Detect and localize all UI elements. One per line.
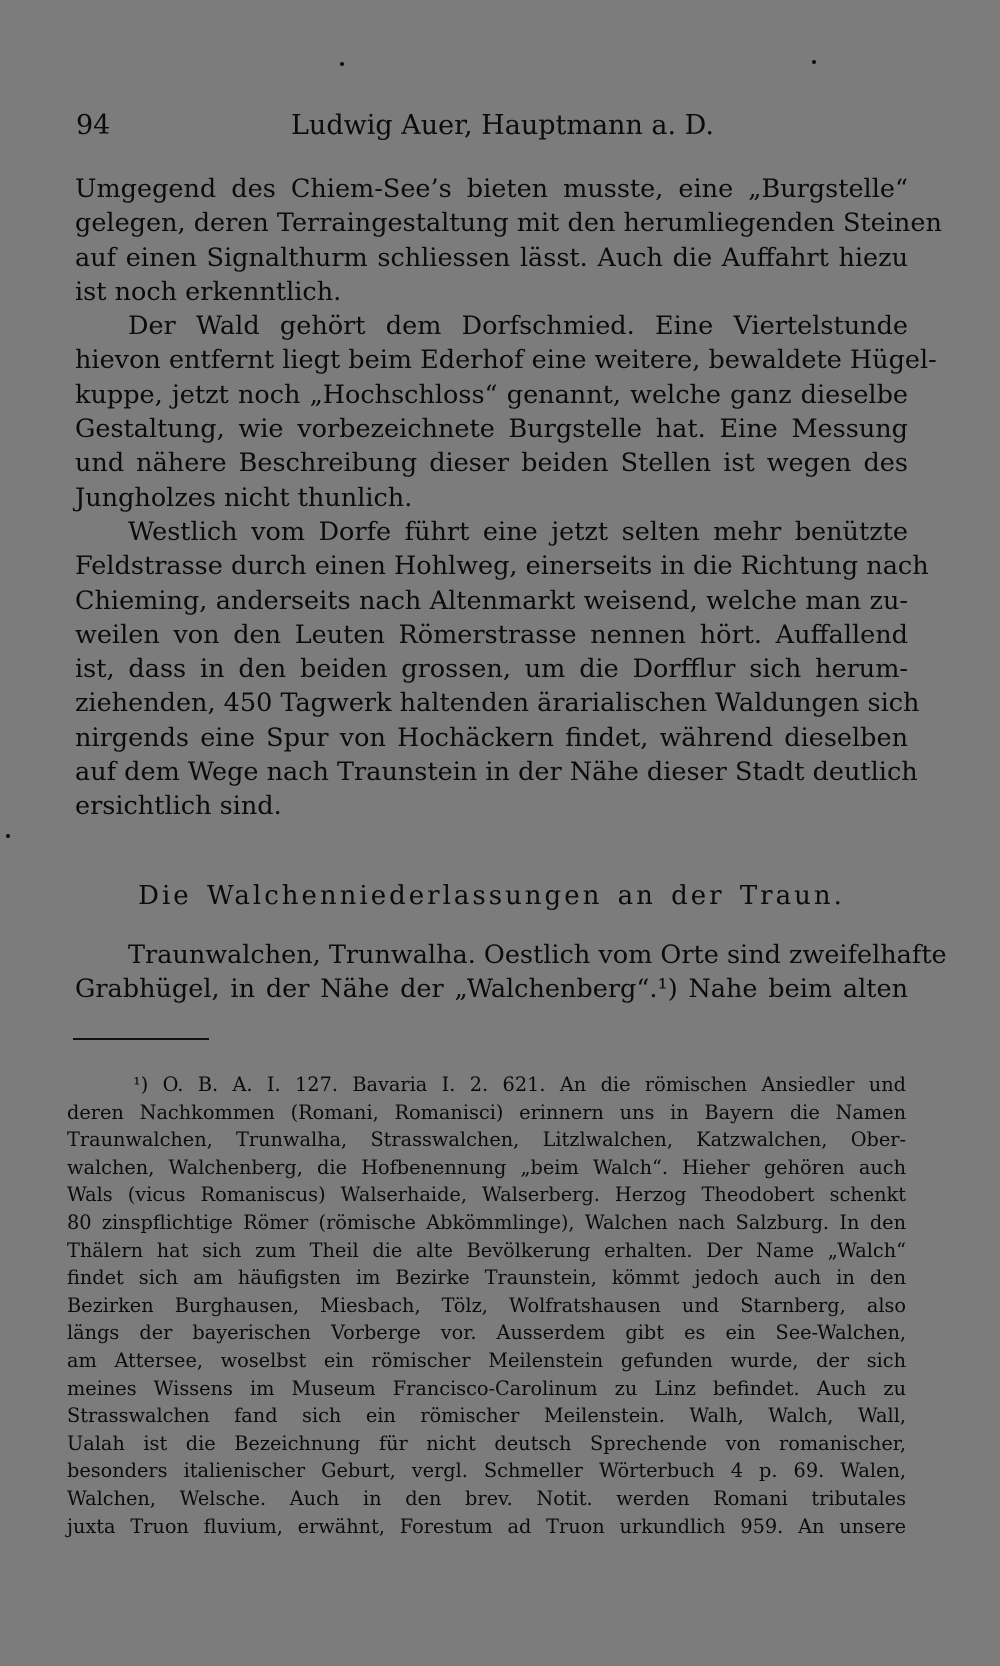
page-number: 94 — [76, 110, 111, 141]
running-head-title: Ludwig Auer, Hauptmann a. D. — [291, 110, 714, 141]
text-line: auf dem Wege nach Traunstein in der Nähe dieser Stadt deutlich — [75, 757, 918, 788]
text-line: Grabhügel, in der Nähe der „Walchenberg“.¹) Nahe beim alten — [75, 974, 908, 1005]
text-line: Der Wald gehört dem Dorfschmied. Eine Viertelstunde — [128, 311, 908, 342]
scan-speck — [340, 62, 344, 66]
footnote-line: am Attersee, woselbst ein römischer Meilenstein gefunden wurde, der sich — [67, 1348, 906, 1372]
footnote-block — [67, 1071, 906, 1540]
text-line: ziehenden, 450 Tagwerk haltenden ärarialischen Waldungen sich — [75, 688, 920, 719]
text-line: Chieming, anderseits nach Altenmarkt weisend, welche man zu- — [75, 585, 908, 616]
scan-speck — [6, 834, 10, 838]
footnote-line: deren Nachkommen (Romani, Romanisci) erinnern uns in Bayern die Namen — [67, 1100, 906, 1124]
footnote-line: Ualah ist die Bezeichnung für nicht deutsch Sprechende von romanischer, — [67, 1431, 906, 1455]
text-line: nirgends eine Spur von Hochäckern findet, während dieselben — [75, 722, 908, 753]
footnote-line: besonders italienischer Geburt, vergl. Schmeller Wörterbuch 4 p. 69. Walen, — [67, 1459, 906, 1483]
main-text — [75, 172, 942, 824]
text-line: auf einen Signalthurm schliessen lässt. Auch die Auffahrt hiezu — [75, 242, 908, 273]
text-line: kuppe, jetzt noch „Hochschloss“ genannt, welche ganz dieselbe — [75, 379, 908, 410]
text-line: ist noch erkenntlich. — [75, 276, 342, 307]
text-line: Traunwalchen, Trunwalha. Oestlich vom Orte sind zweifelhafte — [128, 940, 947, 970]
footnote-line: Wals (vicus Romaniscus) Walserhaide, Walserberg. Herzog Theodobert schenkt — [67, 1183, 906, 1207]
text-line: Umgegend des Chiem-See’s bieten musste, eine „Burgstelle“ — [75, 174, 908, 204]
footnote-line: Traunwalchen, Trunwalha, Strasswalchen, Litzlwalchen, Katzwalchen, Ober- — [67, 1128, 906, 1152]
text-line: ersichtlich sind. — [75, 791, 282, 822]
footnote-line: Bezirken Burghausen, Miesbach, Tölz, Wolfratshausen und Starnberg, also — [67, 1293, 906, 1317]
footnote-line: Walchen, Welsche. Auch in den brev. Notit. werden Romani tributales — [67, 1486, 906, 1510]
footnote-line: walchen, Walchenberg, die Hofbenennung „beim Walch“. Hieher gehören auch — [67, 1155, 906, 1179]
footnote-line: Strasswalchen fand sich ein römischer Meilenstein. Walh, Walch, Wall, — [67, 1404, 906, 1428]
text-line: Jungholzes nicht thunlich. — [75, 482, 413, 513]
footnote-line: längs der bayerischen Vorberge vor. Ausserdem gibt es ein See-Walchen, — [67, 1321, 906, 1345]
footnote-line: juxta Truon fluvium, erwähnt, Forestum ad Truon urkundlich 959. An unsere — [67, 1514, 906, 1538]
text-line: Feldstrasse durch einen Hohlweg, einerseits in die Richtung nach — [75, 551, 929, 582]
text-line: gelegen, deren Terraingestaltung mit den herumliegenden Steinen — [75, 208, 942, 239]
text-line: Gestaltung, wie vorbezeichnete Burgstelle hat. Eine Messung — [75, 414, 908, 445]
scan-speck — [812, 60, 816, 64]
section-heading: Die Walchenniederlassungen an der Traun. — [138, 881, 845, 911]
footnote-line: findet sich am häufigsten im Bezirke Traunstein, kömmt jedoch auch in den — [67, 1266, 906, 1290]
footnote-line: 80 zinspflichtige Römer (römische Abkömmlinge), Walchen nach Salzburg. In den — [67, 1210, 906, 1234]
section-text — [75, 938, 947, 1007]
running-head — [76, 110, 906, 150]
text-line: ist, dass in den beiden grossen, um die Dorfflur sich herum- — [75, 654, 908, 685]
text-line: Westlich vom Dorfe führt eine jetzt selten mehr benützte — [128, 516, 908, 547]
footnote-line: Thälern hat sich zum Theil die alte Bevölkerung erhalten. Der Name „Walch“ — [67, 1238, 906, 1262]
footnote-line: meines Wissens im Museum Francisco-Carolinum zu Linz befindet. Auch zu — [67, 1376, 906, 1400]
text-line: und nähere Beschreibung dieser beiden Stellen ist wegen des — [75, 448, 908, 479]
text-line: hievon entfernt liegt beim Ederhof eine weitere, bewaldete Hügel- — [75, 345, 937, 376]
footnote-divider — [73, 1038, 209, 1040]
text-line: weilen von den Leuten Römerstrasse nennen hört. Auffallend — [75, 619, 908, 650]
footnote-line: ¹) O. B. A. I. 127. Bavaria I. 2. 621. An die römischen Ansiedler und — [133, 1073, 906, 1096]
